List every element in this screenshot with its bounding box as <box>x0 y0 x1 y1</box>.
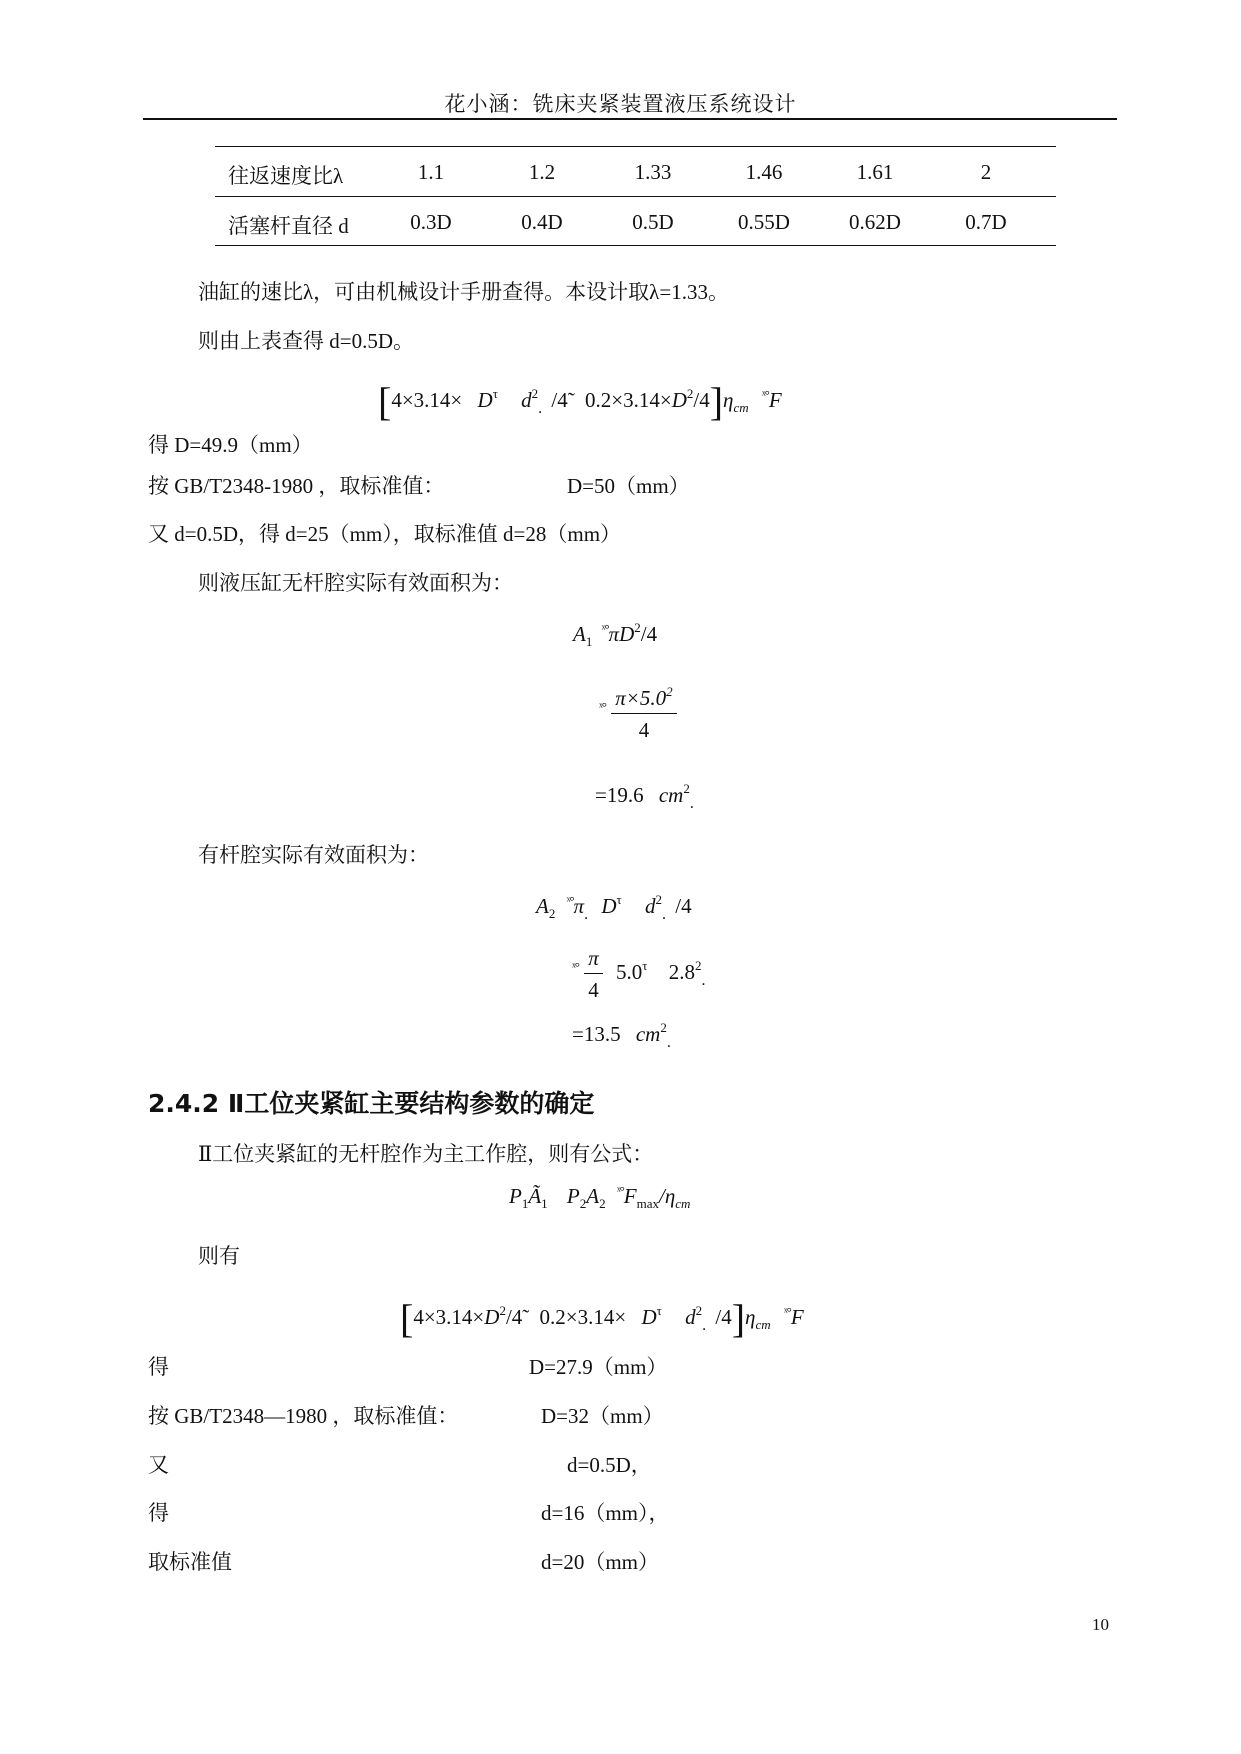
standard-value: D=50（mm） <box>567 474 690 498</box>
table-rule-top <box>215 146 1056 147</box>
table-cell: 1.46 <box>745 160 783 184</box>
page-number: 10 <box>1092 1615 1109 1634</box>
equation-1: [$4\times 3.14\times D^\tau$ $d^2_.$ /4̃ $0.2\times 3.14\times D^2/4]\eta_{cm}$ $^{ˣ^\circ}$F <box>378 379 782 424</box>
result-value: D=27.9（mm） <box>529 1355 668 1379</box>
area-result-a1: =19.6 $cm^2_.$ <box>595 781 694 812</box>
area-result-a2: =13.5 $cm^2_.$ <box>572 1020 671 1051</box>
table-cell: 0.5D <box>632 210 674 234</box>
table-row-label: 往返速度比λ <box>228 164 344 188</box>
table-rule-bottom <box>215 245 1056 246</box>
result-label: 又 <box>148 1453 169 1477</box>
paragraph: 按 GB/T2348-1980 ，取标准值： <box>148 474 445 498</box>
equation-2: $P_1Ã_1$ $P_2A_2$ $^{ˣ^\circ}F_{max}/\eta_{cm}$ <box>509 1183 691 1211</box>
paragraph: 又 d=0.5D，得 d=25（mm），取标准值 d=28（mm） <box>148 522 622 546</box>
table-cell: 0.7D <box>965 210 1007 234</box>
result-value: d=16（mm）， <box>541 1501 670 1525</box>
paragraph: 得 D=49.9（mm） <box>148 433 313 457</box>
table-cell: 1.2 <box>528 160 556 184</box>
table-cell: 1.1 <box>417 160 445 184</box>
result-label: 取标准值 <box>148 1550 232 1574</box>
area-formula-a1-fraction: $^{ˣ^\circ}$ $\frac{\pi\times 5.0^2}{4}$ <box>599 686 677 743</box>
section-heading: 2.4.2 Ⅱ工位夹紧缸主要结构参数的确定 <box>148 1089 595 1118</box>
table-cell: 0.3D <box>410 210 452 234</box>
table-rule-middle <box>215 196 1056 197</box>
table-row-label: 活塞杆直径 d <box>228 214 349 238</box>
paragraph: Ⅱ工位夹紧缸的无杆腔作为主工作腔，则有公式： <box>198 1142 654 1166</box>
area-formula-a2-fraction: $^{ˣ^\circ}$ $\frac{\pi}{4}$ $5.0^\tau$ $2.8^2_.$ <box>572 946 706 1002</box>
table-cell: 1.33 <box>634 160 672 184</box>
table-cell: 0.4D <box>521 210 563 234</box>
paragraph: 则由上表查得 d=0.5D。 <box>198 329 415 353</box>
equation-3: [$4\times 3.14\times D^2/4̃$ $0.2\times 3.14\times D^\tau$ $d^2_.$ $/4]\eta_{cm}$ $^{ˣ^\circ}$F <box>400 1296 804 1341</box>
header-rule <box>143 118 1117 120</box>
result-value: D=32（mm） <box>541 1404 664 1428</box>
result-label: 按 GB/T2348—1980 ，取标准值： <box>148 1404 459 1428</box>
result-label: 得 <box>148 1355 169 1379</box>
area-formula-a2: $A_2$ $^{ˣ^\circ}\pi_.$ $D^\tau$ $d^2_.$ /4 <box>536 892 692 923</box>
table-cell: 1.61 <box>856 160 894 184</box>
paragraph: 则液压缸无杆腔实际有效面积为： <box>198 571 513 595</box>
page-header-title: 花小涵：铣床夹紧装置液压系统设计 <box>444 92 797 116</box>
paragraph: 油缸的速比λ，可由机械设计手册查得。本设计取λ=1.33。 <box>198 280 729 304</box>
area-formula-a1: $A_1$ $^{ˣ^\circ}\pi D^2/4$ <box>573 620 658 649</box>
table-cell: 0.55D <box>738 210 790 234</box>
paragraph: 则有 <box>198 1244 240 1268</box>
result-value: d=20（mm） <box>541 1550 660 1574</box>
result-value: d=0.5D， <box>567 1453 652 1477</box>
table-cell: 2 <box>980 160 992 184</box>
result-label: 得 <box>148 1501 169 1525</box>
table-cell: 0.62D <box>849 210 901 234</box>
paragraph: 有杆腔实际有效面积为： <box>198 843 429 867</box>
